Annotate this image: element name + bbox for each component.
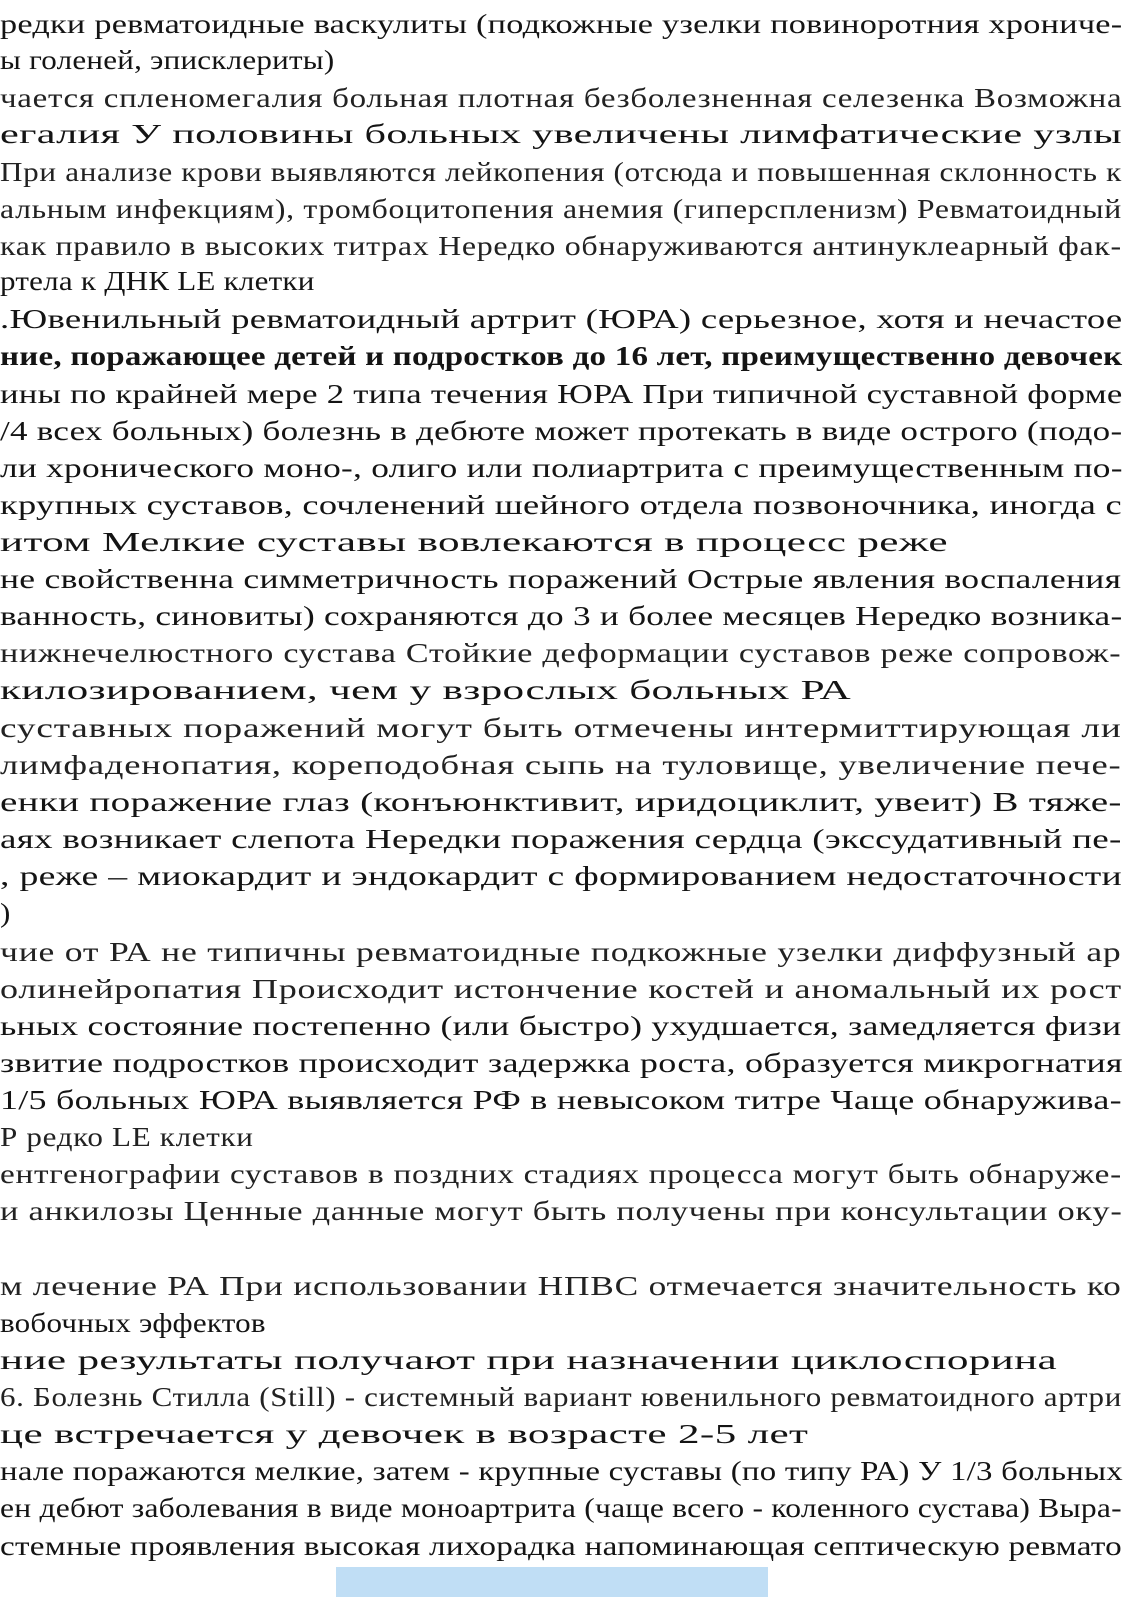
text-line: ьных состояние постепенно (или быстро) ухудшается, замедляется физи <box>0 1011 1122 1041</box>
text-line: нижнечелюстного сустава Стойкие деформации суставов реже сопровож- <box>0 638 1122 668</box>
text-line: , реже – миокардит и эндокардит с формированием недостаточности <box>0 861 1123 891</box>
text-line: /4 всех больных) болезнь в дебюте может протекать в виде острого (подо- <box>0 416 1123 446</box>
text-line: чается спленомегалия больная плотная безболезненная селезенка Возможна <box>0 83 1123 113</box>
text-line: ентгенографии суставов в поздних стадиях процесса могут быть обнаруже- <box>0 1159 1122 1189</box>
text-line: егалия У половины больных увеличены лимфатические узлы <box>0 119 1122 149</box>
text-line: лимфаденопатия, кореподобная сыпь на туловище, увеличение пече- <box>0 750 1122 780</box>
text-line: ние, поражающее детей и подростков до 16 лет, преимущественно девочек <box>0 341 1123 371</box>
text-line: нале поражаются мелкие, затем - крупные суставы (по типу РА) У 1/3 больных <box>0 1456 1123 1486</box>
text-line: не свойственна симметричность поражений Острые явления воспаления <box>0 564 1122 594</box>
text-line: м лечение РА При использовании НПВС отмечается значительность ко <box>0 1271 1122 1301</box>
text-line: и анкилозы Ценные данные могут быть получены при консультации оку- <box>0 1196 1123 1226</box>
text-line: ванность, синовиты) сохраняются до 3 и более месяцев Нередко возника- <box>0 601 1123 631</box>
text-line: При анализе крови выявляются лейкопения (отсюда и повышенная склонность к <box>0 157 1122 187</box>
text-line: звитие подростков происходит задержка роста, образуется микрогнатия <box>0 1048 1123 1078</box>
text-line: ртела к ДНК LE клетки <box>0 266 315 296</box>
text-line: олинейропатия Происходит истончение костей и аномальный их рост <box>0 974 1122 1004</box>
text-line: ние результаты получают при назначении циклоспорина <box>0 1345 1058 1375</box>
text-line: стемные проявления высокая лихорадка напоминающая септическую ревмато <box>0 1531 1122 1561</box>
text-line: це встречается у девочек в возрасте 2-5 лет <box>0 1419 809 1449</box>
text-line: .Ювенильный ревматоидный артрит (ЮРА) серьезное, хотя и нечастое <box>0 304 1123 334</box>
text-line: ) <box>0 898 11 928</box>
text-line: ы голеней, эписклериты) <box>0 45 335 75</box>
text-line: 6. Болезнь Стилла (Still) - системный вариант ювенильного ревматоидного артри <box>0 1382 1122 1412</box>
text-line: аях возникает слепота Нередки поражения сердца (экссудативный пе- <box>0 824 1122 854</box>
text-line: енки поражение глаз (конъюнктивит, иридоциклит, увеит) В тяже- <box>0 787 1122 817</box>
text-line: итом Мелкие суставы вовлекаются в процесс реже <box>0 527 948 557</box>
text-line: килозированием, чем у взрослых больных РА <box>0 675 851 705</box>
text-selection-highlight <box>336 1567 768 1597</box>
text-line: вобочных эффектов <box>0 1308 266 1338</box>
text-line: Р редко LE клетки <box>0 1122 254 1152</box>
text-line: ли хронического моно-, олиго или полиартрита с преимущественным по- <box>0 453 1123 483</box>
text-line: редки ревматоидные васкулиты (подкожные узелки повиноротния хрониче- <box>0 9 1123 39</box>
text-line: альным инфекциям), тромбоцитопения анемия (гиперспленизм) Ревматоидный <box>0 194 1122 224</box>
text-line: суставных поражений могут быть отмечены интермиттирующая ли <box>0 713 1122 743</box>
text-line: ен дебют заболевания в виде моноартрита (чаще всего - коленного сустава) Выра- <box>0 1493 1122 1523</box>
text-line: ины по крайней мере 2 типа течения ЮРА При типичной суставной форме <box>0 379 1123 409</box>
text-line: чие от РА не типичны ревматоидные подкожные узелки диффузный ар <box>0 937 1122 967</box>
text-line: крупных суставов, сочленений шейного отдела позвоночника, иногда с <box>0 490 1122 520</box>
text-line: 1/5 больных ЮРА выявляется РФ в невысоком титре Чаще обнаружива- <box>0 1085 1122 1115</box>
text-line: как правило в высоких титрах Нередко обнаруживаются антинуклеарный фак- <box>0 231 1122 261</box>
